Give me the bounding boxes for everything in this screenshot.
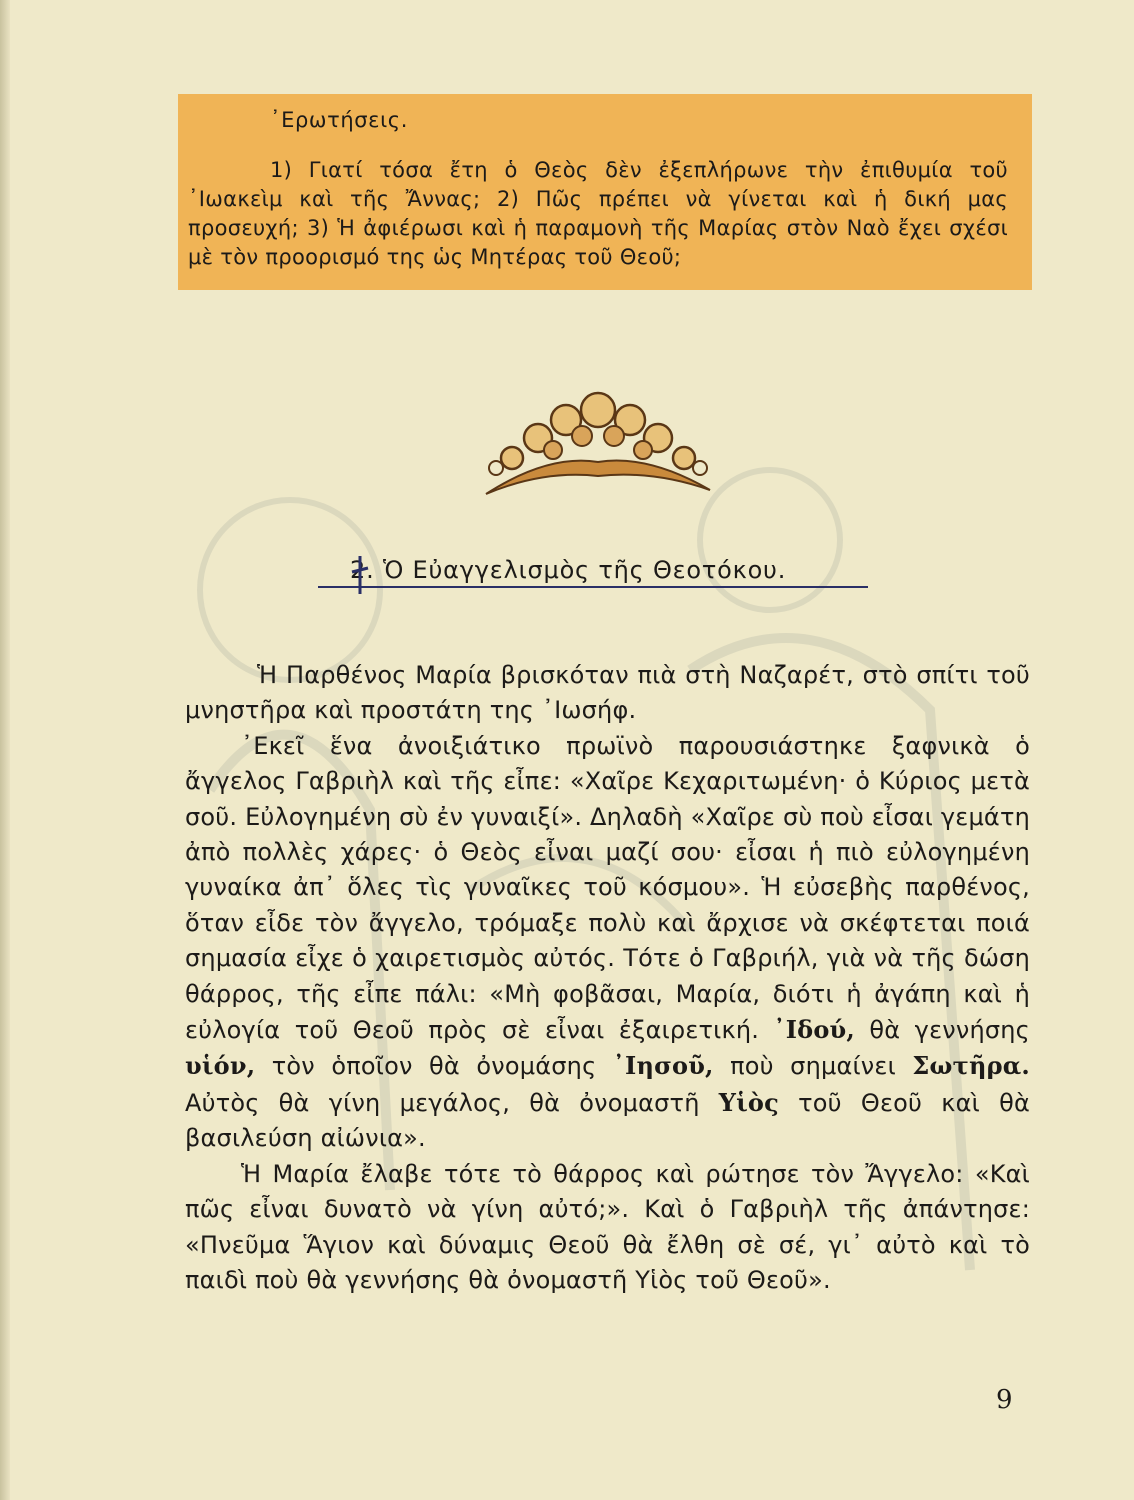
questions-text: 1) Γιατί τόσα ἔτη ὁ Θεὸς δὲν ἐξεπλήρωνε τὴν ἐπιθυμία τοῦ ᾿Ιωακεὶμ καὶ τῆς Ἄννας; 2) Πῶς πρέπει νὰ γίνεται καὶ ἡ δική μας προσευχή; 3) Ἡ ἀφιέρωσι καὶ ἡ παραμονὴ τῆς Μαρίας στὸν Ναὸ ἔχει σχέσι μὲ τὸν προορισμό της ὡς Μητέρας τοῦ Θεοῦ; (188, 158, 1008, 269)
section-title: Ὁ Εὐαγγελισμὸς τῆς Θεοτόκου. (382, 556, 787, 584)
page-binding-edge (0, 0, 10, 1500)
bold-sotira: Σωτῆρα. (912, 1051, 1030, 1081)
paragraph-2-part-a: ᾿Εκεῖ ἕνα ἀνοιξιάτικο πρωϊνὸ παρουσιάστηκε ξαφνικὰ ὁ ἄγγελος Γαβριὴλ καὶ τῆς εἶπε: «Χαῖρε Κεχαριτωμένη· ὁ Κύριος μετὰ σοῦ. Εὐλογημένη σὺ ἐν γυναιξί». Δηλαδὴ «Χαῖρε σὺ ποὺ εἶσαι γεμάτη ἀπὸ πολλὲς χάρες· ὁ Θεὸς εἶναι μαζί σου· εἶσαι ἡ πιὸ εὐλογημένη γυναίκα ἀπ᾿ ὅλες τὶς γυναῖκες τοῦ κόσμου». Ἡ εὐσεβὴς παρθένος, ὅταν εἶδε τὸν ἄγγελο, τρόμαξε πολὺ καὶ ἄρχισε νὰ σκέφτεται ποιά σημασία εἶχε ὁ χαιρετισμὸς αὐτός. Τότε ὁ Γαβριήλ, γιὰ νὰ τῆς δώση θάρρος, τῆς εἶπε πάλι: «Μὴ φοβᾶσαι, Μαρία, διότι ἡ ἀγάπη καὶ ἡ εὐλογία τοῦ Θεοῦ πρὸς σὲ εἶναι ἐξαιρετική. (185, 731, 1030, 1045)
tiara-ornament-icon (478, 388, 718, 500)
bold-idou: ᾿Ιδού, (773, 1015, 855, 1045)
questions-box (178, 94, 1032, 290)
questions-title: ᾿Ερωτήσεις. (270, 108, 409, 132)
page-number: 9 (996, 1385, 1013, 1415)
ink-mark-icon (348, 554, 372, 596)
section-number: 2. (350, 556, 375, 584)
paragraph-2-part-e: Αὐτὸς θὰ γίνη μεγάλος, θὰ ὀνομαστῆ (185, 1088, 700, 1117)
paragraph-2-part-d: ποὺ σημαίνει (730, 1052, 896, 1081)
bold-uion: υἱόν, (185, 1051, 256, 1081)
paragraph-2 (185, 729, 1030, 1157)
section-heading (318, 550, 868, 594)
bold-iisou: ᾿Ιησοῦ, (612, 1051, 714, 1081)
paragraph-2-part-b: θὰ γεννήσης (869, 1016, 1030, 1045)
bold-yios: Υἱὸς (718, 1087, 779, 1117)
heading-underline (318, 586, 868, 588)
paragraph-3: Ἡ Μαρία ἔλαβε τότε τὸ θάρρος καὶ ρώτησε τὸν Ἄγγελο: «Καὶ πῶς εἶναι δυνατὸ νὰ γίνη αὐτό;». Καὶ ὁ Γαβριὴλ τῆς ἀπάντησε: «Πνεῦμα Ἅγιον καὶ δύναμις Θεοῦ θὰ ἔλθη σὲ σέ, γι᾿ αὐτὸ καὶ τὸ παιδὶ ποὺ θὰ γεννήσης θὰ ὀνομαστῆ Υἱὸς τοῦ Θεοῦ». (185, 1159, 1030, 1294)
paragraph-2-part-f: τοῦ Θεοῦ καὶ θὰ βασιλεύση αἰώνια». (185, 1088, 1030, 1153)
body-text (185, 658, 1030, 1298)
paragraph-1: Ἡ Παρθένος Μαρία βρισκόταν πιὰ στὴ Ναζαρέτ, στὸ σπίτι τοῦ μνηστῆρα καὶ προστάτη της ᾿Ιωσήφ. (185, 661, 1030, 725)
paragraph-2-part-c: τὸν ὁποῖον θὰ ὀνομάσης (271, 1052, 597, 1081)
